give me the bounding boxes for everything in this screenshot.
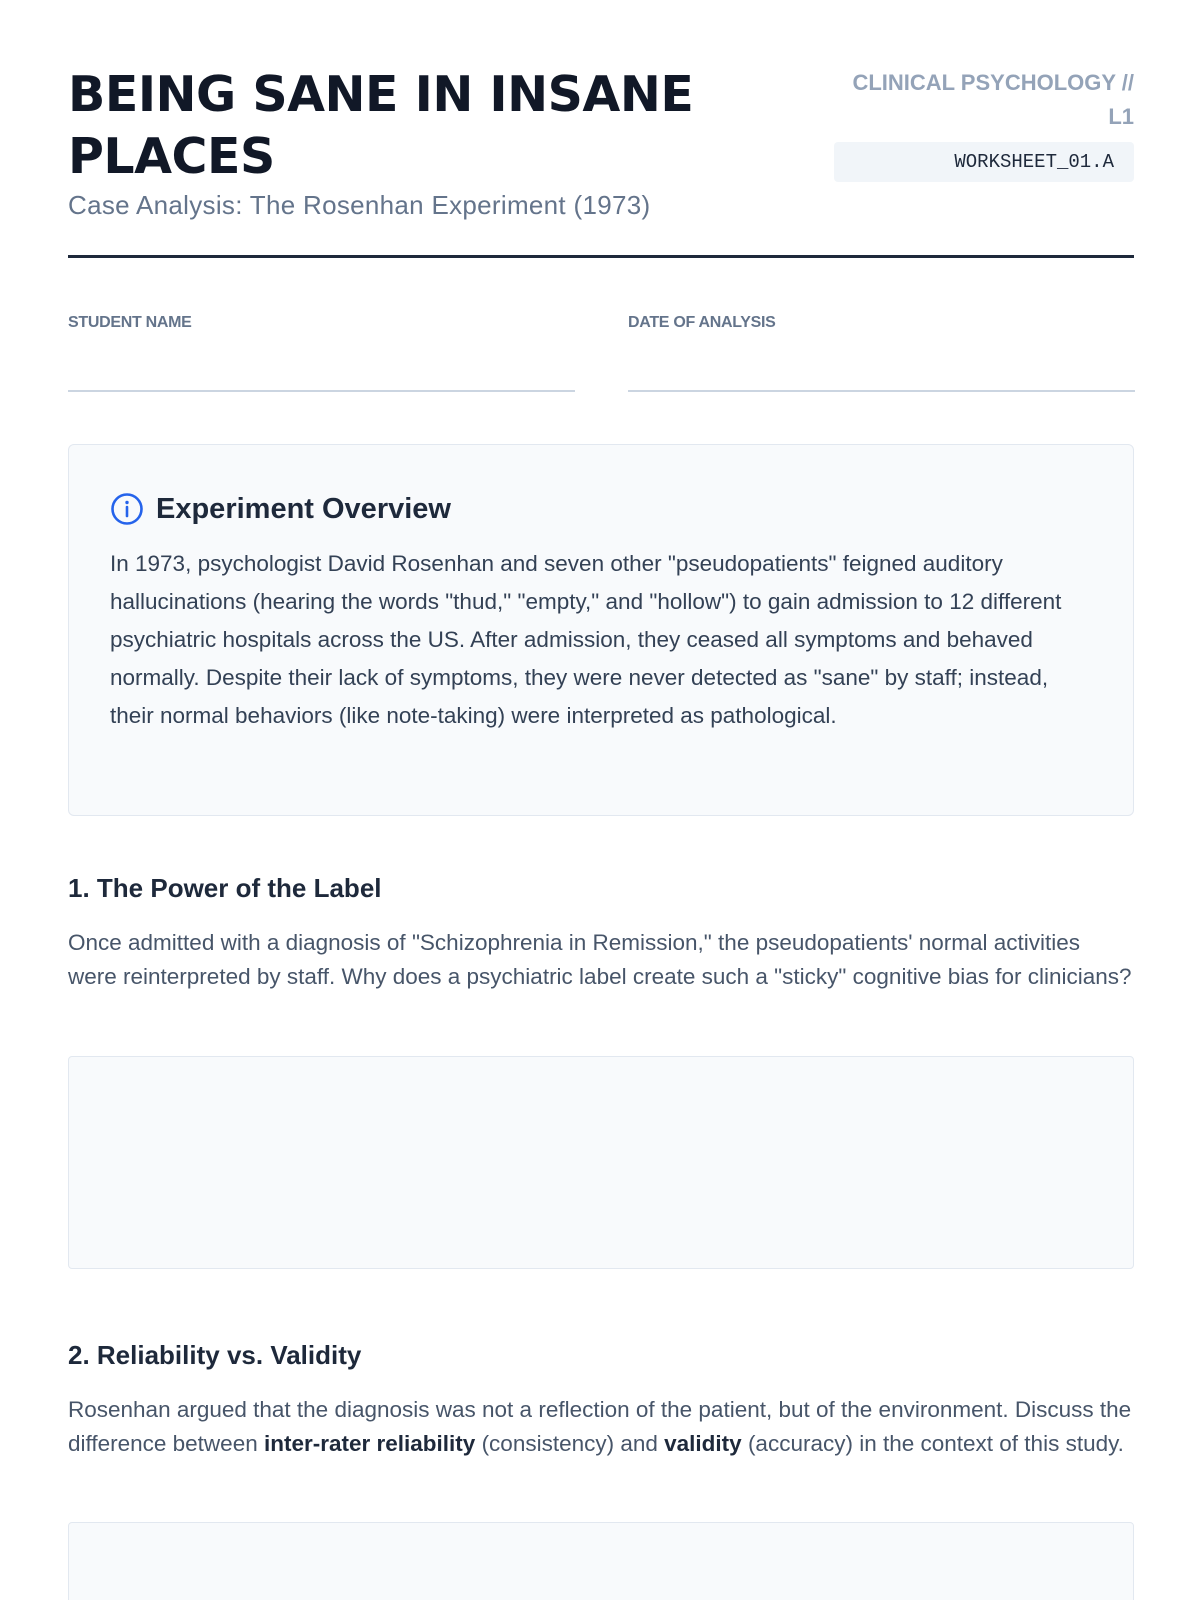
question-1-text: Once admitted with a diagnosis of "Schizophrenia in Remission," the pseudopatients' normal activities were reinterpreted by staff. Why does a psychiatric label create such a "sticky" cognitive bias for clinicians? — [68, 930, 1132, 989]
page-title: BEING SANE IN INSANE PLACES — [68, 66, 694, 185]
date-of-analysis-label: DATE OF ANALYSIS — [628, 314, 776, 331]
question-2-text-part-3: (accuracy) in the context of this study. — [741, 1431, 1124, 1456]
worksheet-header — [68, 0, 1134, 258]
student-info-fields — [68, 314, 1134, 392]
student-name-label: STUDENT NAME — [68, 314, 192, 331]
question-2-text-part-2: (consistency) and — [475, 1431, 665, 1456]
worksheet-meta — [834, 66, 1134, 182]
question-2-answer-box[interactable] — [68, 1522, 1134, 1600]
course-label: CLINICAL PSYCHOLOGY // L1 — [852, 70, 1134, 129]
date-of-analysis-line — [628, 390, 1135, 392]
worksheet-page — [68, 0, 1134, 1456]
info-icon — [110, 492, 144, 526]
question-1 — [68, 870, 1134, 994]
overview-heading — [110, 491, 1093, 527]
experiment-overview-box — [68, 444, 1134, 816]
question-2-text — [68, 1393, 1134, 1461]
date-of-analysis-field[interactable] — [628, 314, 1135, 392]
question-2 — [68, 1337, 1134, 1461]
student-name-line — [68, 390, 575, 392]
student-name-field[interactable] — [68, 314, 575, 392]
question-2-term-reliability: inter-rater reliability — [263, 1431, 476, 1456]
question-1-answer-box[interactable] — [68, 1056, 1134, 1269]
worksheet-code-badge: WORKSHEET_01.A — [834, 142, 1134, 182]
overview-text: In 1973, psychologist David Rosenhan and seven other "pseudopatients" feigned auditory hallucinations (hearing the words "thud," "empty," and "hollow") to gain admission to 12 different psychiatric hospitals across the US. After admission, they ceased all symptoms and behaved normally. Despite their lack of symptoms, they were never detected as "sane" by staff; instead, their normal behaviors (like note-taking) were interpreted as pathological. — [110, 551, 1062, 728]
overview-title: Experiment Overview — [156, 492, 451, 525]
page-subtitle: Case Analysis: The Rosenhan Experiment (1973) — [68, 190, 651, 220]
question-2-title: 2. Reliability vs. Validity — [68, 1340, 362, 1370]
question-2-term-validity: validity — [664, 1431, 742, 1456]
question-1-title: 1. The Power of the Label — [68, 873, 382, 903]
question-2-text-part-1: Rosenhan argued that the diagnosis was not a reflection of the patient, but of the environment. Discuss the difference between — [68, 1397, 1132, 1456]
